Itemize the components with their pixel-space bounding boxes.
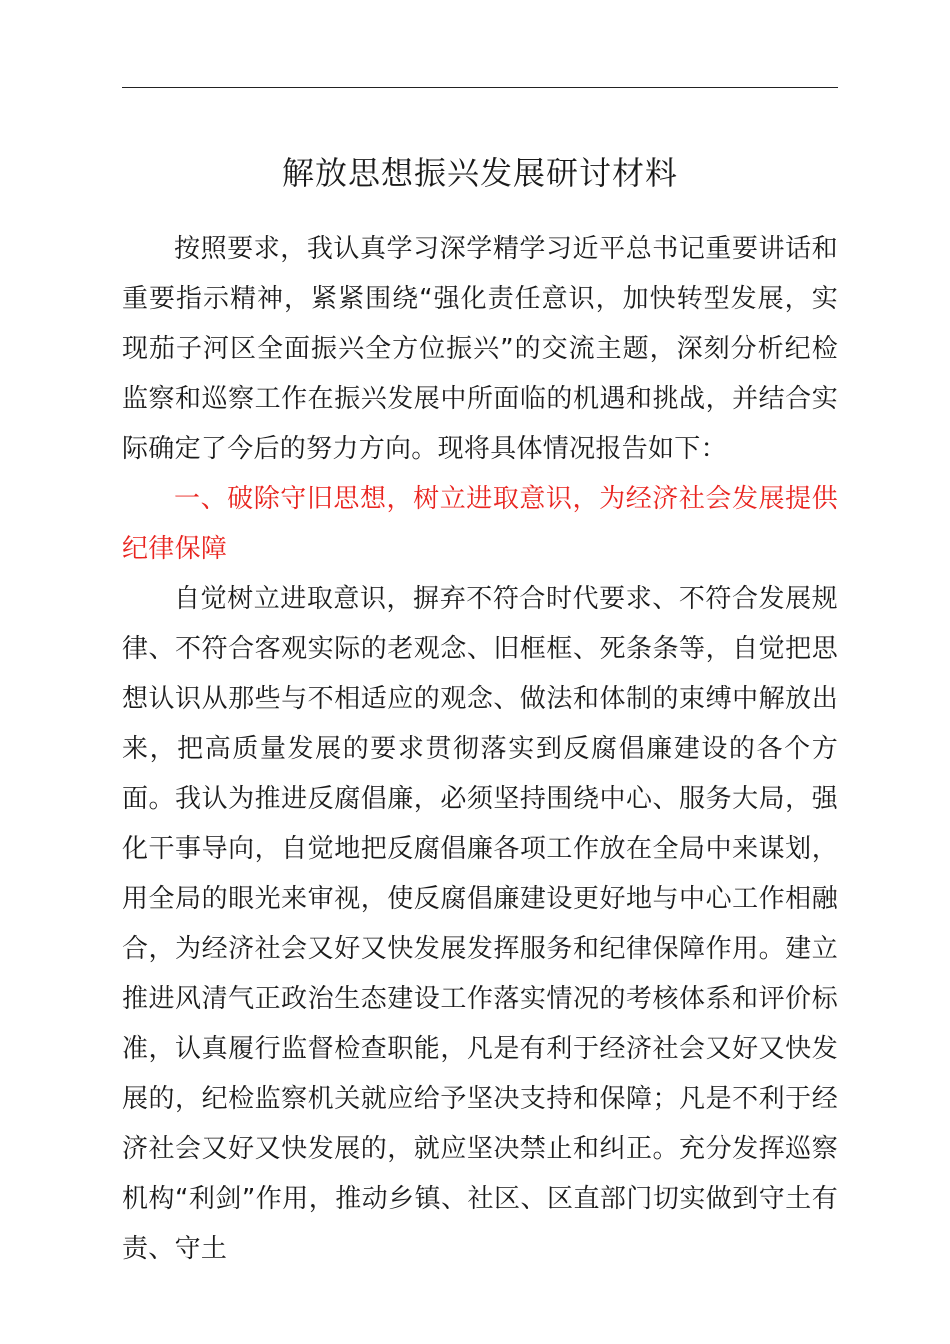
document-body: [122, 224, 838, 1274]
header-rule: [122, 87, 838, 88]
document-title: 解放思想振兴发展研讨材料: [281, 154, 678, 192]
section-heading-1: 一、破除守旧思想，树立进取意识，为经济社会发展提供纪律保障: [122, 484, 838, 564]
section-1-paragraph: 自觉树立进取意识，摒弃不符合时代要求、不符合发展规律、不符合客观实际的老观念、旧框框、死条条等，自觉把思想认识从那些与不相适应的观念、做法和体制的束缚中解放出来，把高质量发展的要求贯彻落实到反腐倡廉建设的各个方面。我认为推进反腐倡廉，必须坚持围绕中心、服务大局，强化干事导向，自觉地把反腐倡廉各项工作放在全局中来谋划，用全局的眼光来审视，使反腐倡廉建设更好地与中心工作相融合，为经济社会又好又快发展发挥服务和纪律保障作用。建立推进风清气正政治生态建设工作落实情况的考核体系和评价标准，认真履行监督检查职能，凡是有利于经济社会又好又快发展的，纪检监察机关就应给予坚决支持和保障；凡是不利于经济社会又好又快发展的，就应坚决禁止和纠正。充分发挥巡察机构“利剑”作用，推动乡镇、社区、区直部门切实做到守土有责、守土: [122, 584, 838, 1264]
intro-paragraph: 按照要求，我认真学习深学精学习近平总书记重要讲话和重要指示精神，紧紧围绕“强化责任意识，加快转型发展，实现茄子河区全面振兴全方位振兴”的交流主题，深刻分析纪检监察和巡察工作在振兴发展中所面临的机遇和挑战，并结合实际确定了今后的努力方向。现将具体情况报告如下：: [122, 234, 838, 464]
